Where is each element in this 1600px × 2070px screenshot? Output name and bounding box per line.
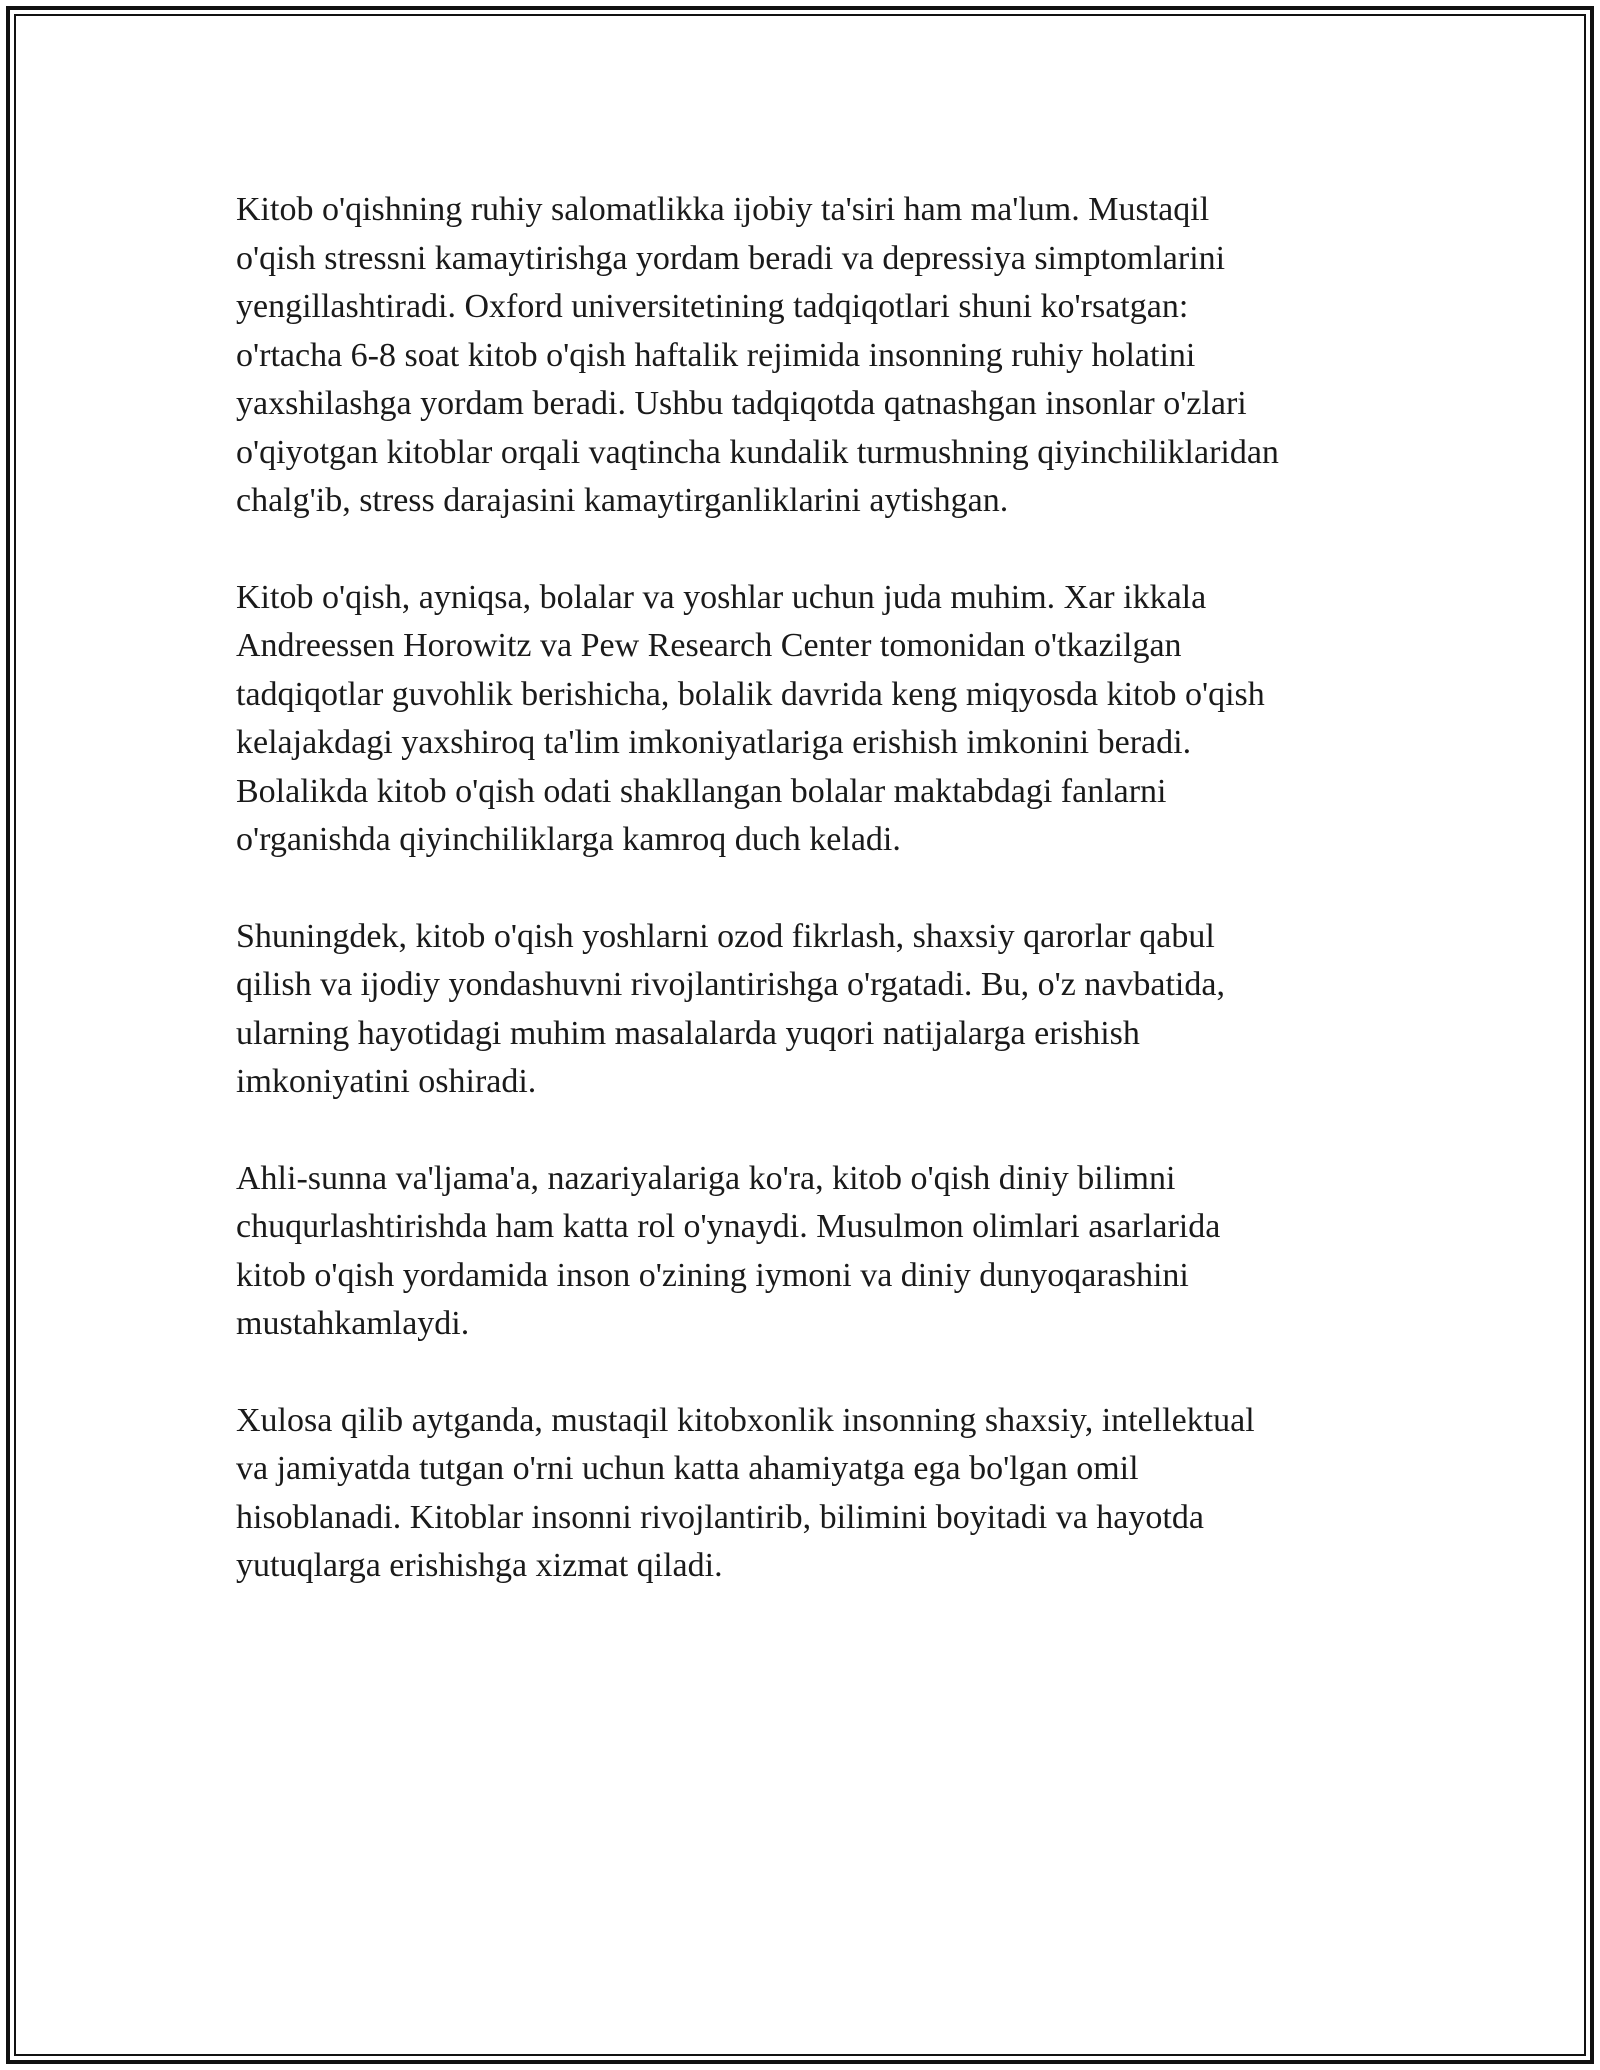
text-line: o'qiyotgan kitoblar orqali vaqtincha kundalik turmushning qiyinchiliklaridan	[236, 433, 1279, 471]
text-line: o'rtacha 6-8 soat kitob o'qish haftalik rejimida insonning ruhiy holatini	[236, 336, 1196, 374]
paragraph-4	[236, 1155, 1386, 1349]
text-line: qilish va ijodiy yondashuvni rivojlantirishga o'rgatadi. Bu, o'z navbatida,	[236, 966, 1225, 1003]
text-line: Kitob o'qish, ayniqsa, bolalar va yoshlar uchun juda muhim. Xar ikkala	[236, 578, 1207, 616]
text-line: yengillashtiradi. Oxford universitetining tadqiqotlari shuni ko'rsatgan:	[236, 288, 1189, 325]
text-line: ularning hayotidagi muhim masalalarda yuqori natijalarga erishish	[236, 1014, 1140, 1052]
text-line: yutuqlarga erishishga xizmat qiladi.	[236, 1547, 723, 1584]
text-line: chalg'ib, stress darajasini kamaytirganliklarini aytishgan.	[236, 482, 1009, 519]
paragraph-3	[236, 913, 1386, 1107]
text-line: imkoniyatini oshiradi.	[236, 1063, 537, 1100]
document-body	[236, 186, 1386, 1639]
text-line: kelajakdagi yaxshiroq ta'lim imkoniyatlariga erishish imkonini beradi.	[236, 724, 1192, 761]
text-line: o'qish stressni kamaytirishga yordam beradi va depressiya simptomlarini	[236, 239, 1226, 277]
text-line: chuqurlashtirishda ham katta rol o'ynaydi. Musulmon olimlari asarlarida	[236, 1208, 1221, 1245]
text-line: hisoblanadi. Kitoblar insonni rivojlantirib, bilimini boyitadi va hayotda	[236, 1498, 1204, 1536]
paragraph-1	[236, 186, 1386, 526]
text-line: Xulosa qilib aytganda, mustaqil kitobxonlik insonning shaxsiy, intellektual	[236, 1401, 1255, 1439]
text-line: mustahkamlaydi.	[236, 1305, 470, 1342]
text-line: Ahli-sunna va'ljama'a, nazariyalariga ko'ra, kitob o'qish diniy bilimni	[236, 1159, 1176, 1197]
text-line: Shuningdek, kitob o'qish yoshlarni ozod fikrlash, shaxsiy qarorlar qabul	[236, 917, 1215, 955]
text-line: Andreessen Horowitz va Pew Research Center tomonidan o'tkazilgan	[236, 627, 1182, 664]
text-line: o'rganishda qiyinchiliklarga kamroq duch keladi.	[236, 821, 901, 858]
text-line: va jamiyatda tutgan o'rni uchun katta ahamiyatga ega bo'lgan omil	[236, 1450, 1139, 1487]
text-line: Bolalikda kitob o'qish odati shakllangan bolalar maktabdagi fanlarni	[236, 772, 1167, 810]
text-line: kitob o'qish yordamida inson o'zining iymoni va diniy dunyoqarashini	[236, 1256, 1189, 1294]
paragraph-2	[236, 574, 1386, 865]
paragraph-5	[236, 1397, 1386, 1591]
text-line: yaxshilashga yordam beradi. Ushbu tadqiqotda qatnashgan insonlar o'zlari	[236, 385, 1247, 422]
text-line: Kitob o'qishning ruhiy salomatlikka ijobiy ta'siri ham ma'lum. Mustaqil	[236, 191, 1210, 228]
text-line: tadqiqotlar guvohlik berishicha, bolalik davrida keng miqyosda kitob o'qish	[236, 675, 1265, 713]
